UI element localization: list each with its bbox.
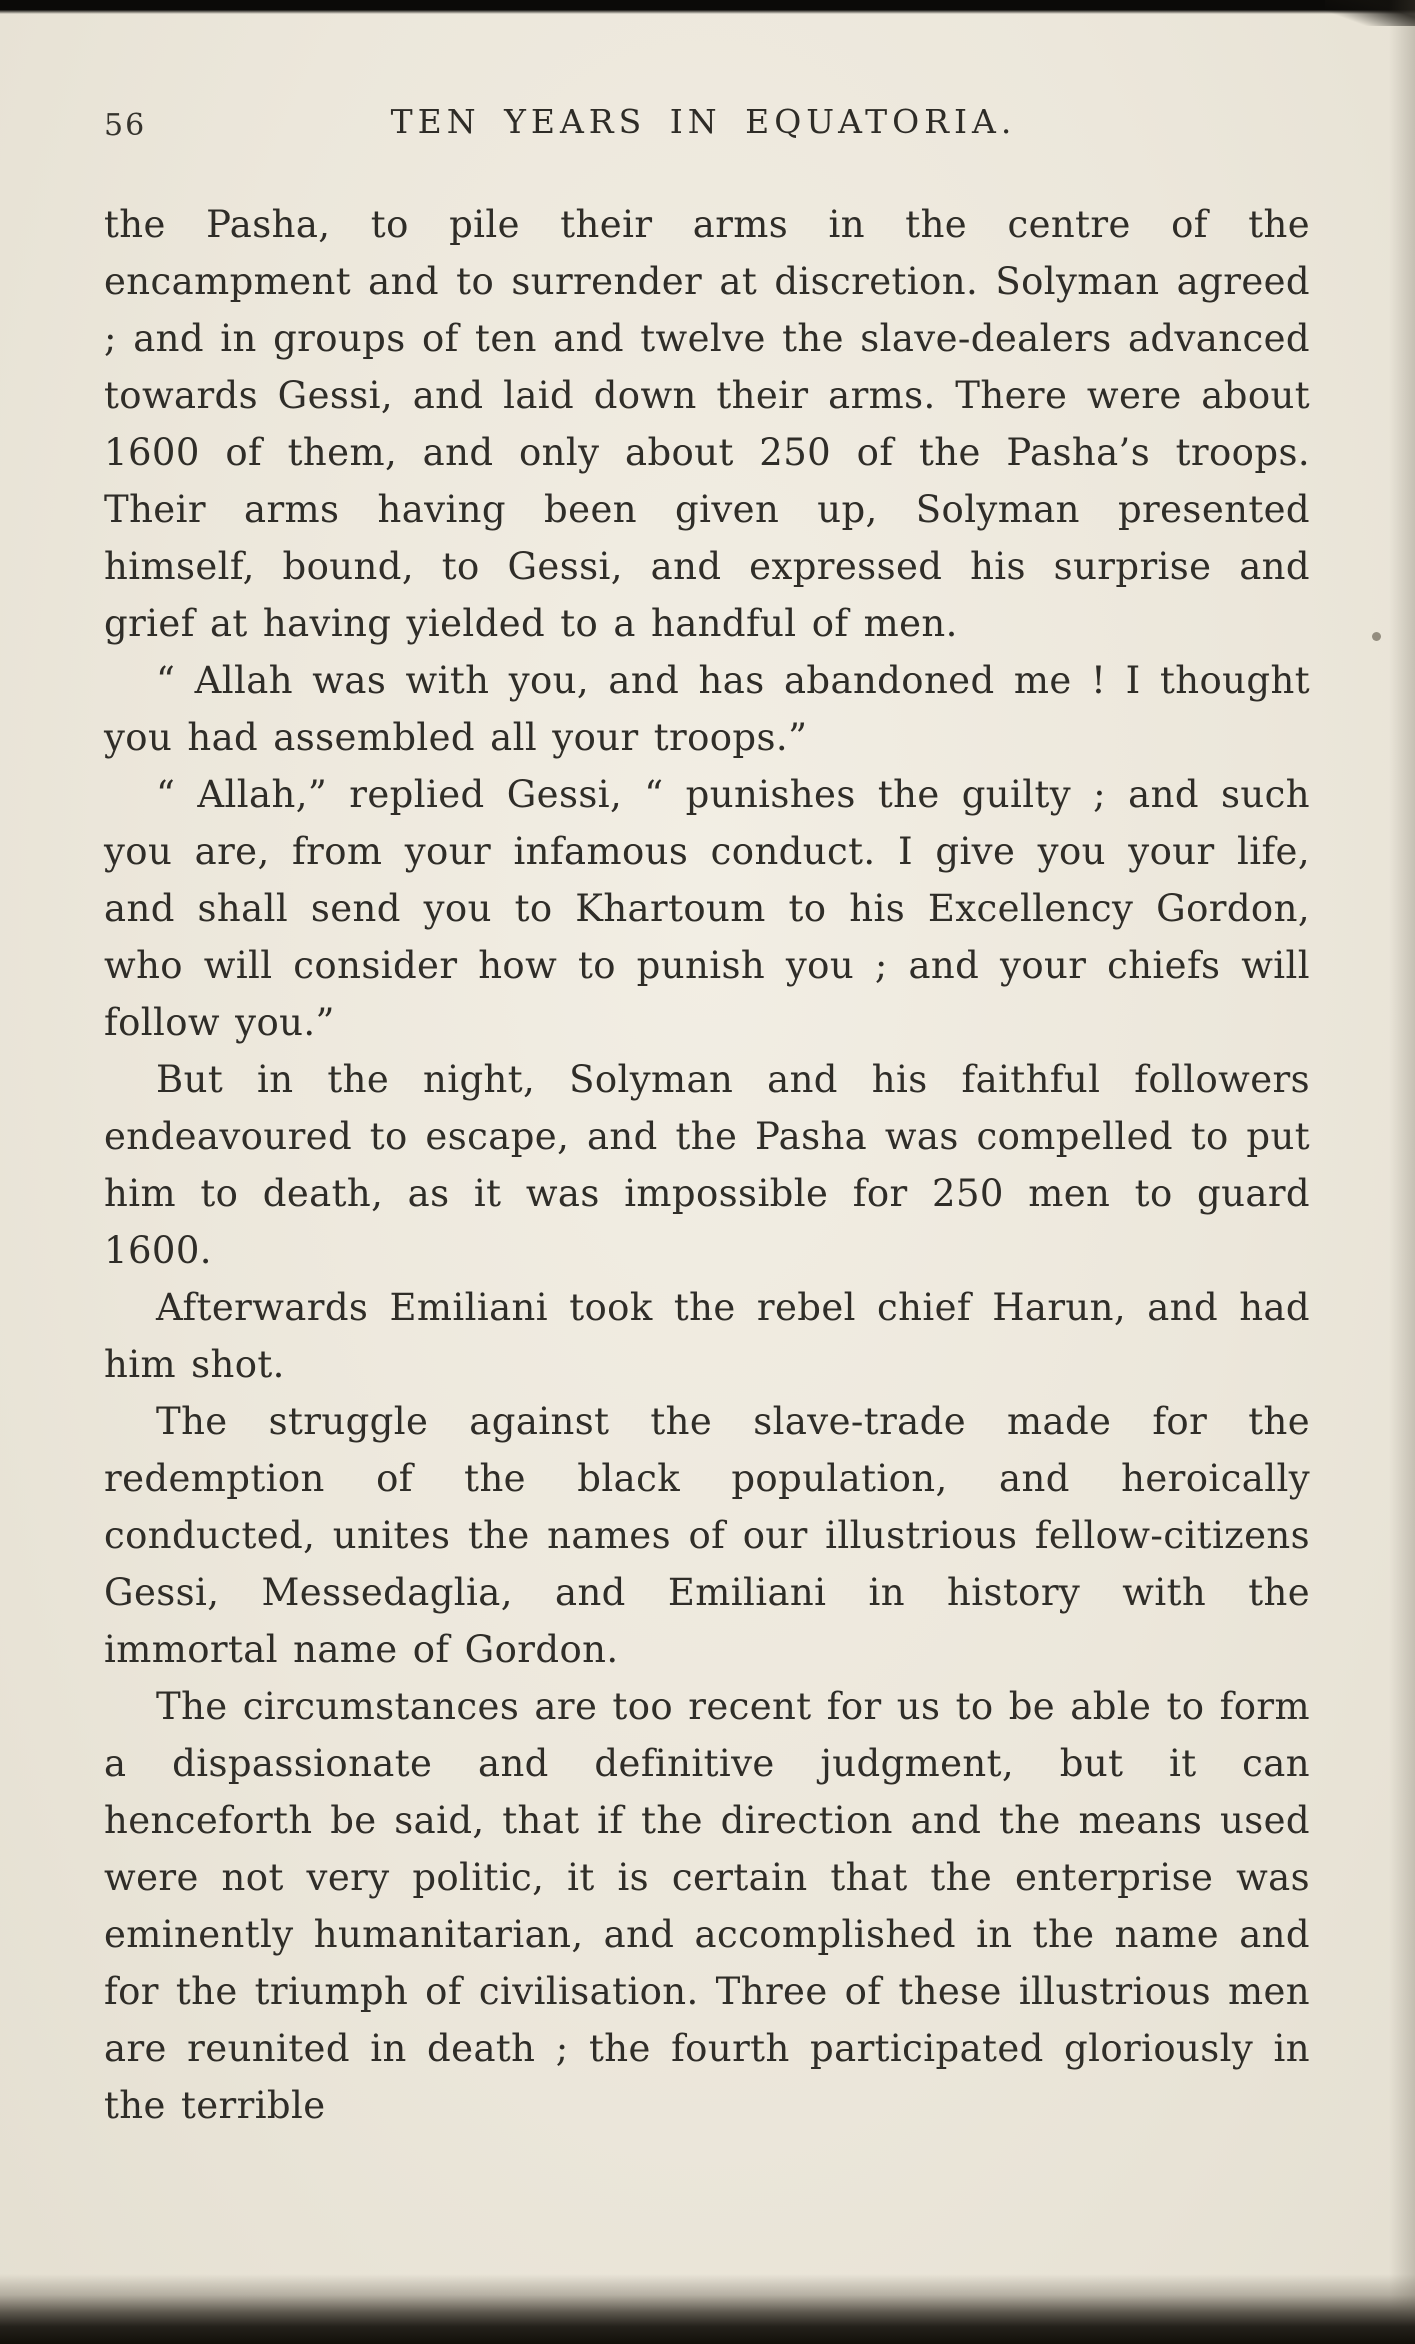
scan-edge-right	[1389, 0, 1415, 2344]
running-title: TEN YEARS IN EQUATORIA.	[390, 102, 1017, 141]
scan-edge-bottom	[0, 2274, 1415, 2344]
paragraph: But in the night, Solyman and his faithful followers endeavoured to escape, and the Pasha was compelled to put him to death, as it was impossible for 250 men to guard 1600.	[104, 1058, 1310, 1272]
paragraph: the Pasha, to pile their arms in the centre of the encampment and to surrender at discretion. Solyman agreed ; and in groups of ten and twelve the slave-dealers advanced towards Gessi, and laid down their arms. There were about 1600 of them, and only about 250 of the Pasha’s troops. Their arms having been given up, Solyman presented himself, bound, to Gessi, and expressed his surprise and grief at having yielded to a handful of men.	[104, 203, 1310, 645]
paragraph: “ Allah was with you, and has abandoned me ! I thought you had assembled all your troops.”	[104, 659, 1310, 759]
paragraph: “ Allah,” replied Gessi, “ punishes the guilty ; and such you are, from your infamous conduct. I give you your life, and shall send you to Khartoum to his Excellency Gordon, who will consider how to punish you ; and your chiefs will follow you.”	[104, 773, 1310, 1044]
text-block	[104, 196, 1310, 2134]
scan-edge-top	[0, 0, 1415, 14]
page-header	[104, 102, 1303, 146]
scan-speck	[1372, 632, 1381, 641]
paragraph: Afterwards Emiliani took the rebel chief Harun, and had him shot.	[104, 1286, 1310, 1386]
page-number: 56	[104, 108, 147, 143]
paragraph: The circumstances are too recent for us to be able to form a dispassionate and definitive judgment, but it can henceforth be said, that if the direction and the means used were not very politic, it is certain that the enterprise was eminently humanitarian, and accomplished in the name and for the triumph of civilisation. Three of these illustrious men are reunited in death ; the fourth participated gloriously in the terrible	[104, 1685, 1310, 2127]
paragraph: The struggle against the slave-trade made for the redemption of the black population, and heroically conducted, unites the names of our illustrious fellow-citizens Gessi, Messedaglia, and Emiliani in history with the immortal name of Gordon.	[104, 1400, 1310, 1671]
